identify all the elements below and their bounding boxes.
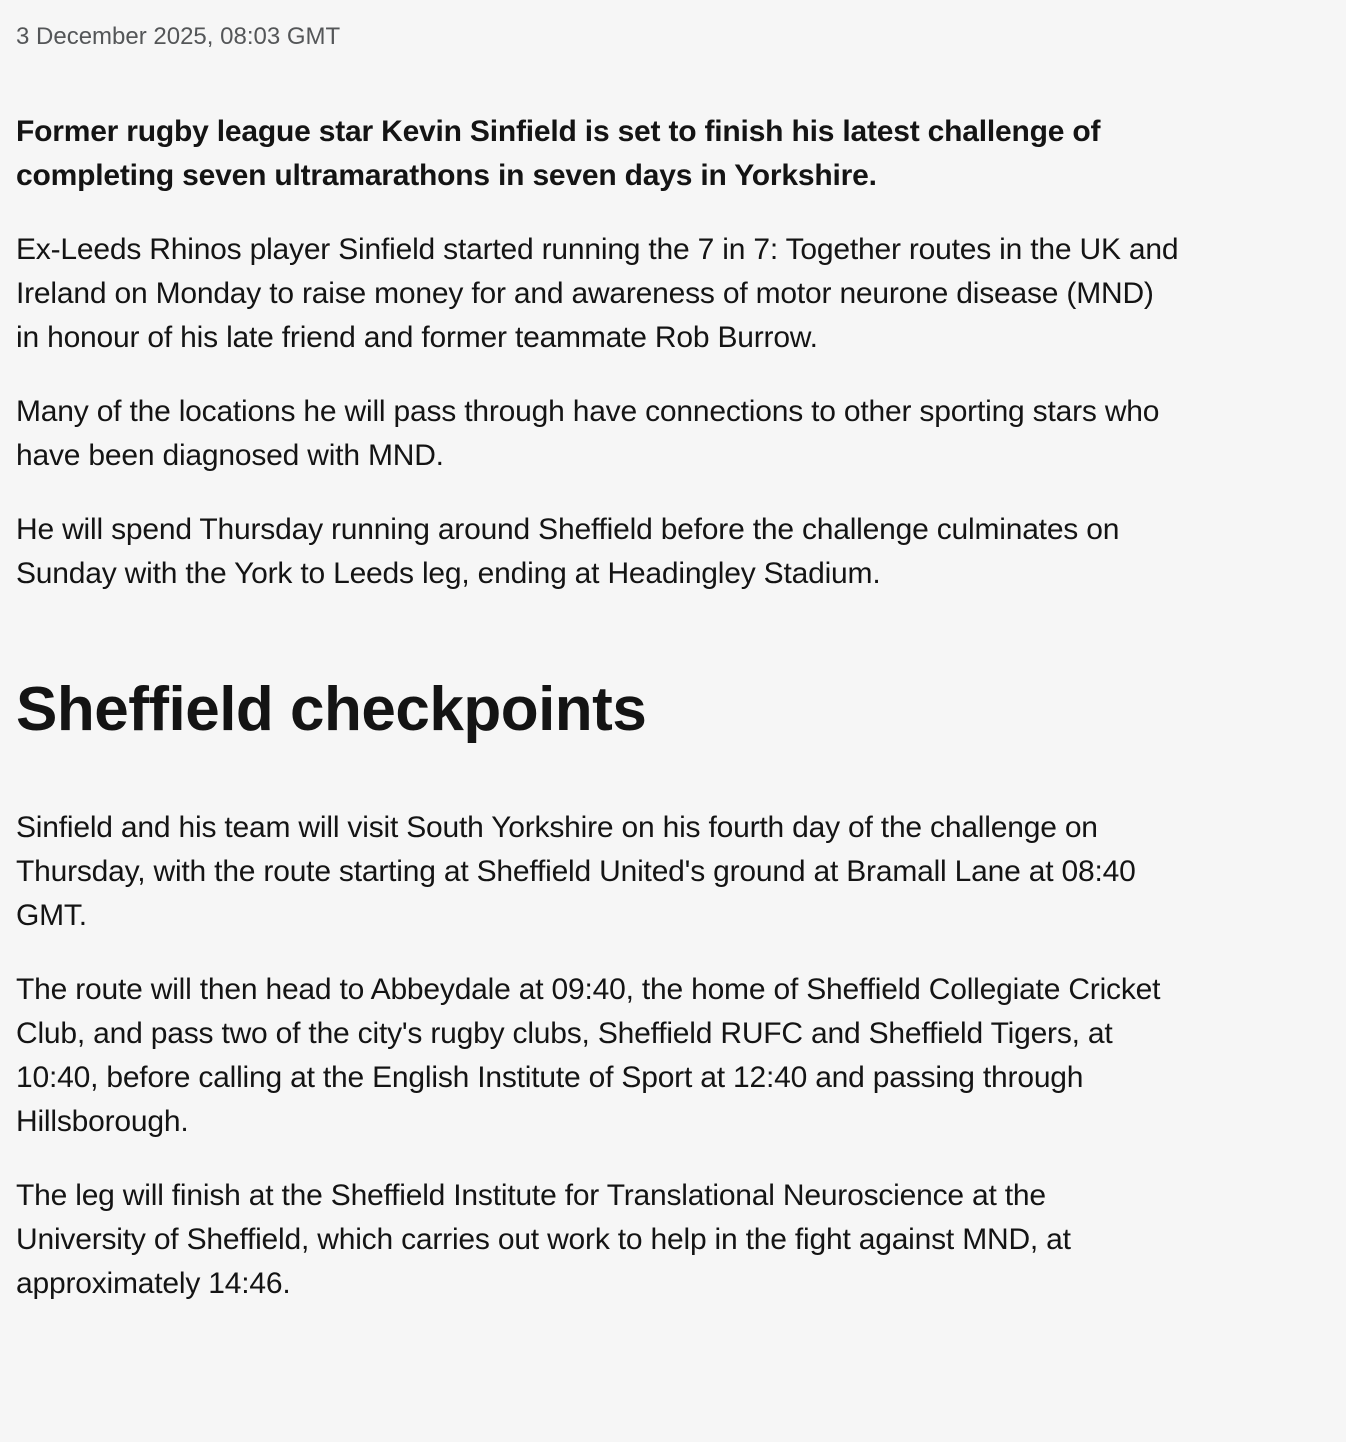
article-paragraph: Ex-Leeds Rhinos player Sinfield started running the 7 in 7: Together routes in the UK and Ireland on Monday to raise money for and awareness of motor neurone disease (MND) in honour of his late friend and former teammate Rob Burrow.: [16, 233, 1179, 354]
article-paragraph: The leg will finish at the Sheffield Institute for Translational Neuroscience at the University of Sheffield, which carries out work to help in the fight against MND, at approximately 14:46.: [16, 1179, 1071, 1300]
article-paragraph: He will spend Thursday running around Sheffield before the challenge culminates on Sunday with the York to Leeds leg, ending at Headingley Stadium.: [16, 513, 1120, 590]
article-lead: Former rugby league star Kevin Sinfield is set to finish his latest challenge of completing seven ultramarathons in seven days in Yorkshire.: [16, 115, 1101, 192]
article-paragraph: The route will then head to Abbeydale at 09:40, the home of Sheffield Collegiate Cricket Club, and pass two of the city's rugby clubs, Sheffield RUFC and Sheffield Tigers, at 10:40, before calling at the English Institute of Sport at 12:40 and passing through Hillsborough.: [16, 973, 1161, 1138]
article-paragraph: Many of the locations he will pass through have connections to other sporting stars who have been diagnosed with MND.: [16, 395, 1160, 472]
section-heading: Sheffield checkpoints: [16, 675, 647, 744]
article-body: [16, 110, 1181, 1306]
article-timestamp: 3 December 2025, 08:03 GMT: [16, 23, 341, 50]
article-paragraph: Sinfield and his team will visit South Yorkshire on his fourth day of the challenge on Thursday, with the route starting at Sheffield United's ground at Bramall Lane at 08:40 GMT.: [16, 811, 1136, 932]
